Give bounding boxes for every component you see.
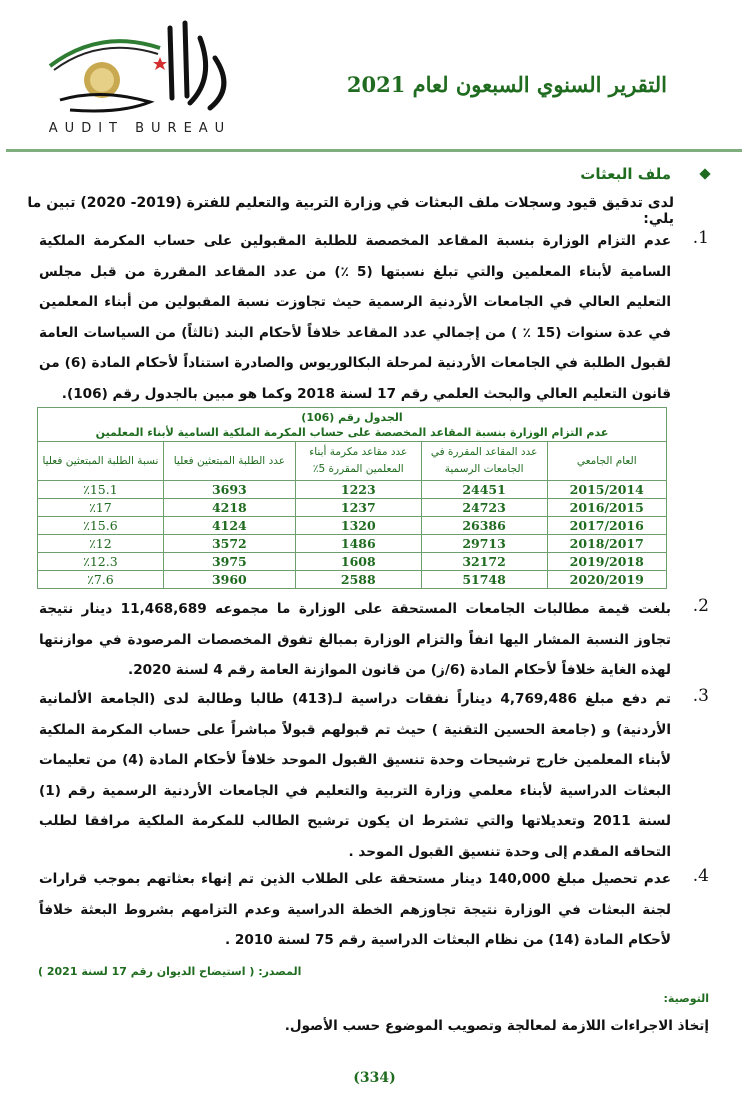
cell-seats: 32172 bbox=[421, 553, 547, 571]
cell-year: 2018/2017 bbox=[547, 535, 667, 553]
cell-percent: ٪15.6 bbox=[38, 517, 164, 535]
recommendation-text: إتخاذ الاجراءات اللازمة لمعالجة وتصويب الموضوع حسب الأصول. bbox=[284, 1018, 709, 1034]
cell-seats: 24451 bbox=[421, 481, 547, 499]
finding-number: 2. bbox=[692, 596, 709, 616]
diamond-bullet-icon bbox=[699, 168, 710, 179]
cell-actual: 4218 bbox=[163, 499, 295, 517]
cell-year: 2017/2016 bbox=[547, 517, 667, 535]
column-header: نسبة الطلبة المبتعثين فعليا bbox=[38, 442, 164, 481]
column-header: عدد الطلبة المبتعثين فعليا bbox=[163, 442, 295, 481]
source-note: المصدر: ( استيضاح الديوان رقم 17 لسنة 2021 ) bbox=[38, 965, 302, 978]
finding-item bbox=[39, 864, 709, 956]
table-number: الجدول رقم (106) bbox=[301, 410, 403, 424]
finding-number: 1. bbox=[692, 228, 709, 248]
report-title: التقرير السنوي السبعون لعام 2021 bbox=[346, 72, 667, 97]
cell-percent: ٪12.3 bbox=[38, 553, 164, 571]
cell-seats: 29713 bbox=[421, 535, 547, 553]
table-106 bbox=[37, 407, 667, 589]
cell-percent: ٪17 bbox=[38, 499, 164, 517]
table-row bbox=[38, 499, 667, 517]
cell-seats: 51748 bbox=[421, 571, 547, 589]
finding-item bbox=[39, 226, 709, 409]
table-header-row bbox=[38, 442, 667, 481]
cell-actual: 4124 bbox=[163, 517, 295, 535]
cell-quota: 1223 bbox=[295, 481, 421, 499]
cell-actual: 3693 bbox=[163, 481, 295, 499]
table-row bbox=[38, 517, 667, 535]
finding-item bbox=[39, 594, 709, 686]
cell-year: 2016/2015 bbox=[547, 499, 667, 517]
page-number: (334) bbox=[353, 1070, 396, 1086]
table-caption bbox=[38, 408, 667, 442]
cell-quota: 1608 bbox=[295, 553, 421, 571]
cell-actual: 3960 bbox=[163, 571, 295, 589]
finding-text: تم دفع مبلغ 4,769,486 ديناراً نفقات دراسية لـ(413) طالبا وطالبة لدى (الجامعة الألمانية الأردنية) و (جامعة الحسين التقنية ) حيث تم قبولهم قبولاً مباشراً على حساب المكرمة الملكية لأبناء المعلمين خارج ترشيحات وحدة تنسيق القبول الموحد خلافاً لأحكام المادة (4) من تعليمات البعثات الدراسية لأبناء معلمي وزارة التربية والتعليم في الجامعات الأردنية الرسمية رقم (1) لسنة 2011 وتعديلاتها والتي تشترط ان يكون ترشيح الطالب للمكرمة الملكية مرافقا لطلب التحاقه المقدم إلى وحدة تنسيق القبول الموحد . bbox=[39, 691, 671, 860]
column-header: عدد المقاعد المقررة في الجامعات الرسمية bbox=[421, 442, 547, 481]
cell-actual: 3975 bbox=[163, 553, 295, 571]
header-divider bbox=[6, 149, 742, 152]
logo-text: AUDIT BUREAU bbox=[48, 121, 232, 136]
table-title: عدم التزام الوزارة بنسبة المقاعد المخصصة على حساب المكرمة الملكية السامية لأبناء المعلمين bbox=[95, 425, 609, 439]
cell-percent: ٪7.6 bbox=[38, 571, 164, 589]
finding-text: عدم تحصيل مبلغ 140,000 دينار مستحقة على الطلاب الذين تم إنهاء بعثاتهم بموجب قرارات لجنة البعثات في الوزارة نتيجة تجاوزهم الخطة الدراسية وعدم التزامهم بشروط البعثة خلافاً لأحكام المادة (14) من نظام البعثات الدراسية رقم 75 لسنة 2010 . bbox=[39, 871, 672, 948]
cell-year: 2020/2019 bbox=[547, 571, 667, 589]
finding-text: عدم التزام الوزارة بنسبة المقاعد المخصصة للطلبة المقبولين على حساب المكرمة الملكية السامية لأبناء المعلمين والتي تبلغ نسبتها (5 ٪) من عدد المقاعد المقررة من قبل مجلس التعليم العالي في الجامعات الأردنية الرسمية حيث تجاوزت نسبة المقبولين من أبناء المعلمين في عدة سنوات (15 ٪ ) من إجمالي عدد المقاعد خلافاً لأحكام البند (ثالثاً) من السياسات العامة لقبول الطلبة في الجامعات الأردنية لمرحلة البكالوريوس والصادرة استناداً لأحكام المادة (6) من قانون التعليم العالي والبحث العلمي رقم 17 لسنة 2018 وكما هو مبين بالجدول رقم (106). bbox=[39, 233, 672, 402]
column-header: عدد مقاعد مكرمة أبناء المعلمين المقررة 5٪ bbox=[295, 442, 421, 481]
cell-quota: 1320 bbox=[295, 517, 421, 535]
cell-quota: 2588 bbox=[295, 571, 421, 589]
cell-seats: 24723 bbox=[421, 499, 547, 517]
finding-number: 4. bbox=[692, 866, 709, 886]
audit-bureau-logo bbox=[40, 18, 240, 136]
table-row bbox=[38, 481, 667, 499]
cell-percent: ٪15.1 bbox=[38, 481, 164, 499]
recommendation-label: التوصية: bbox=[663, 992, 709, 1005]
cell-seats: 26386 bbox=[421, 517, 547, 535]
cell-year: 2019/2018 bbox=[547, 553, 667, 571]
section-title: ملف البعثات bbox=[580, 165, 671, 183]
finding-number: 3. bbox=[692, 686, 709, 706]
cell-year: 2015/2014 bbox=[547, 481, 667, 499]
intro-text: لدى تدقيق قيود وسجلات ملف البعثات في وزارة التربية والتعليم للفترة (2019- 2020) تبين ما يلي: bbox=[27, 195, 674, 227]
column-header: العام الجامعي bbox=[547, 442, 667, 481]
cell-quota: 1237 bbox=[295, 499, 421, 517]
cell-percent: ٪12 bbox=[38, 535, 164, 553]
cell-quota: 1486 bbox=[295, 535, 421, 553]
table-row bbox=[38, 553, 667, 571]
cell-actual: 3572 bbox=[163, 535, 295, 553]
finding-text: بلغت قيمة مطالبات الجامعات المستحقة على الوزارة ما مجموعه 11,468,689 دينار نتيجة تجاوز النسبة المشار اليها انفاً والتزام الوزارة بمبالغ تفوق المخصصات المرصودة في موازنتها لهذه الغاية خلافاً لأحكام المادة (6/ز) من قانون الموازنة العامة رقم 4 لسنة 2020. bbox=[39, 601, 671, 678]
table-row bbox=[38, 535, 667, 553]
section-heading bbox=[580, 165, 709, 183]
finding-item bbox=[39, 684, 709, 867]
table-row bbox=[38, 571, 667, 589]
logo-calligraphy-icon bbox=[40, 18, 240, 118]
